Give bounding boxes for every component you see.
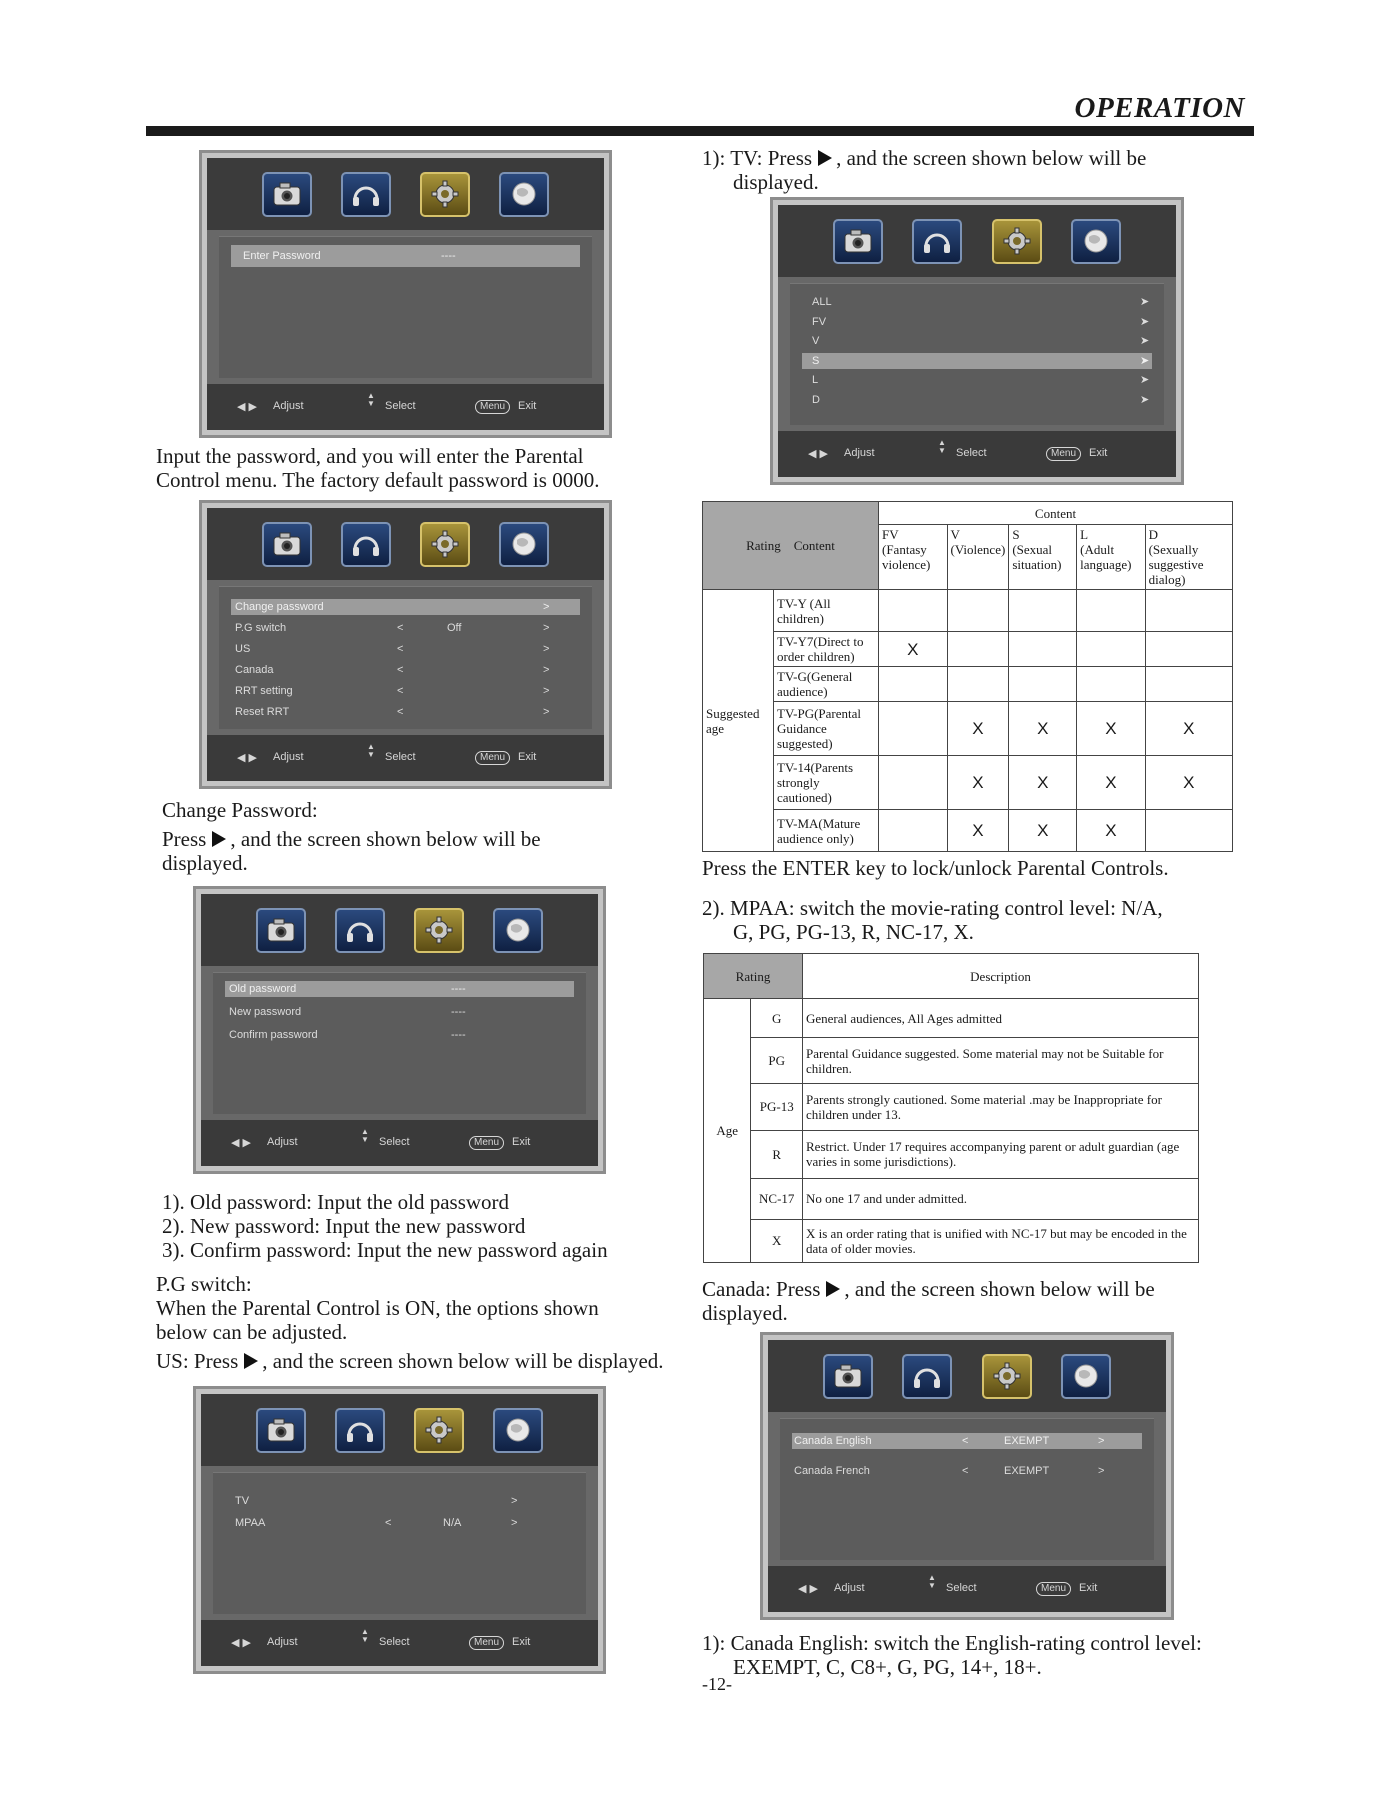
- up-down-arrows-icon: ▲ ▼: [938, 438, 946, 455]
- rating-header: Rating: [704, 954, 803, 999]
- rating-description: Parents strongly cautioned. Some material .may be Inappropriate for children under 13.: [803, 1083, 1199, 1130]
- tv-item-label: S: [812, 354, 820, 367]
- globe-icon: [1069, 1361, 1103, 1391]
- camera-icon: [841, 226, 875, 256]
- menu-footer: [768, 1566, 1166, 1612]
- rating-mark: [1009, 632, 1077, 667]
- up-down-arrows-icon: ▲ ▼: [367, 742, 375, 759]
- rating-name: TV-Y7(Direct to order children): [774, 632, 879, 667]
- right-chevron-icon: >: [543, 622, 550, 634]
- tv-menu-item[interactable]: [802, 314, 1152, 330]
- rating-mark: [1145, 632, 1232, 667]
- table-row: [704, 1131, 1199, 1178]
- left-right-arrows-icon: ◀ ▶: [798, 1583, 818, 1595]
- input-password-text: Input the password, and you will enter the Parental Control menu. The factory default password is 0000.: [156, 444, 600, 492]
- left-chevron-icon: <: [397, 685, 404, 697]
- rating-code: NC-17: [751, 1178, 803, 1219]
- right-arrow-icon: [212, 831, 226, 847]
- menu-item-label: Canada: [235, 664, 274, 676]
- right-arrow-icon: [244, 1353, 258, 1369]
- table-row: [704, 1038, 1199, 1083]
- menu-icon-bar: [201, 894, 598, 966]
- right-arrow-icon: ➤: [1140, 354, 1150, 367]
- right-arrow-icon: ➤: [1140, 315, 1150, 328]
- menu-panel-parental: [199, 500, 612, 789]
- menu-panel-us: [193, 1386, 606, 1674]
- right-chevron-icon: >: [543, 664, 550, 676]
- parental-menu-item[interactable]: [231, 662, 580, 678]
- gear-icon: [428, 529, 462, 559]
- content-column-header: L (Adult language): [1077, 525, 1145, 590]
- menu-icon-bar: [207, 158, 604, 230]
- menu-icon-bar: [768, 1340, 1166, 1412]
- right-arrow-icon: ➤: [1140, 335, 1150, 347]
- rating-mark: [879, 702, 948, 756]
- menu-key-badge: Menu: [469, 1636, 504, 1650]
- globe-icon: [507, 179, 541, 209]
- gear-icon: [428, 179, 462, 209]
- content-column-header: FV (Fantasy violence): [879, 525, 948, 590]
- tv-instruction: 1): TV: Press , and the screen shown below will be displayed.: [702, 146, 1147, 194]
- globe-icon: [507, 529, 541, 559]
- menu-tab-camera[interactable]: [262, 522, 312, 567]
- adjust-hint: Adjust: [273, 751, 304, 763]
- pg-switch-text: P.G switch: When the Parental Control is ON, the options shown below can be adjusted.: [156, 1272, 599, 1344]
- left-chevron-icon: <: [962, 1465, 969, 1477]
- tv-rating-table: [702, 501, 1233, 852]
- rating-mark: [1145, 810, 1232, 852]
- mpaa-text: 2). MPAA: switch the movie-rating control level: N/A, G, PG, PG-13, R, NC-17, X.: [702, 896, 1163, 944]
- password-field-row[interactable]: [225, 1027, 574, 1043]
- rating-mark: X: [1077, 756, 1145, 810]
- up-down-arrows-icon: ▲ ▼: [361, 1127, 369, 1144]
- us-instruction: US: Press , and the screen shown below will be displayed.: [156, 1349, 664, 1373]
- menu-panel-tv: [770, 197, 1184, 485]
- password-field-label: Confirm password: [229, 1029, 318, 1041]
- parental-menu-item[interactable]: [231, 641, 580, 657]
- menu-tab-camera[interactable]: [262, 172, 312, 217]
- content-column-header: S (Sexual situation): [1009, 525, 1077, 590]
- rating-mark: [1077, 667, 1145, 702]
- content-column-header: V (Violence): [947, 525, 1009, 590]
- right-chevron-icon: >: [1098, 1465, 1105, 1477]
- right-arrow-icon: ➤: [1140, 296, 1150, 308]
- password-field-value: ----: [451, 1029, 466, 1041]
- rating-name: TV-14(Parents strongly cautioned): [774, 756, 879, 810]
- menu-icon-bar: [207, 508, 604, 580]
- rating-mark: X: [947, 702, 1009, 756]
- rating-mark: X: [879, 632, 948, 667]
- menu-exit-hint: Menu Exit: [1046, 447, 1107, 461]
- menu-tab-globe[interactable]: [1071, 219, 1121, 264]
- menu-key-badge: Menu: [469, 1136, 504, 1150]
- rating-description: No one 17 and under admitted.: [803, 1178, 1199, 1219]
- menu-tab-headphones[interactable]: [341, 172, 391, 217]
- tv-item-label: L: [812, 374, 819, 386]
- menu-exit-hint: Menu Exit: [1036, 1582, 1097, 1596]
- rating-code: X: [751, 1219, 803, 1262]
- menu-panel-change-password: [193, 886, 606, 1174]
- headphones-icon: [343, 1415, 377, 1445]
- table-corner: Rating Content: [703, 502, 879, 590]
- rating-mark: X: [1145, 702, 1232, 756]
- parental-menu-item[interactable]: [231, 704, 580, 720]
- rating-mark: X: [1077, 702, 1145, 756]
- headphones-icon: [343, 915, 377, 945]
- menu-icon-bar: [778, 205, 1176, 277]
- menu-tab-globe[interactable]: [493, 908, 543, 953]
- rating-name: TV-PG(Parental Guidance suggested): [774, 702, 879, 756]
- right-arrow-icon: ➤: [1140, 374, 1150, 386]
- rating-mark: [879, 667, 948, 702]
- menu-tab-gear[interactable]: [414, 908, 464, 953]
- globe-icon: [501, 915, 535, 945]
- rating-mark: [1077, 632, 1145, 667]
- headphones-icon: [349, 529, 383, 559]
- select-hint: Select: [379, 1636, 410, 1648]
- menu-tab-gear[interactable]: [420, 522, 470, 567]
- left-chevron-icon: <: [397, 622, 404, 634]
- rating-mark: X: [947, 756, 1009, 810]
- menu-tab-gear[interactable]: [414, 1408, 464, 1453]
- us-menu-item[interactable]: [225, 1515, 574, 1531]
- password-row[interactable]: Enter Password ----: [231, 245, 580, 267]
- us-item-label: MPAA: [235, 1517, 266, 1529]
- menu-key-badge: Menu: [1036, 1582, 1071, 1596]
- change-password-text: Change Password:: [162, 798, 318, 822]
- up-down-arrows-icon: ▲ ▼: [361, 1627, 369, 1644]
- password-field-row[interactable]: [225, 1004, 574, 1020]
- canada-menu-item[interactable]: [792, 1463, 1142, 1479]
- select-hint: Select: [385, 751, 416, 763]
- table-row: [703, 590, 1233, 632]
- adjust-hint: Adjust: [834, 1582, 865, 1594]
- rating-description: X is an order rating that is unified with NC-17 but may be encoded in the data of older movies.: [803, 1219, 1199, 1262]
- canada-item-value: EXEMPT: [1004, 1465, 1050, 1477]
- rating-mark: [947, 667, 1009, 702]
- tv-item-label: FV: [812, 315, 827, 328]
- menu-exit-hint: Menu Exit: [469, 1636, 530, 1650]
- tv-menu-item[interactable]: [802, 372, 1152, 388]
- globe-icon: [501, 1415, 535, 1445]
- right-chevron-icon: >: [543, 643, 550, 655]
- page-header-title: OPERATION: [1074, 92, 1245, 124]
- menu-tab-headphones[interactable]: [335, 908, 385, 953]
- us-menu-item[interactable]: [225, 1493, 574, 1509]
- menu-key-badge: Menu: [1046, 447, 1081, 461]
- rating-description: General audiences, All Ages admitted: [803, 999, 1199, 1038]
- rating-description: Restrict. Under 17 requires accompanying parent or adult guardian (age varies in some jurisdictions).: [803, 1131, 1199, 1178]
- canada-item-label: Canada English: [794, 1435, 872, 1447]
- tv-menu-item[interactable]: [802, 353, 1152, 369]
- rating-mark: X: [1145, 756, 1232, 810]
- rating-mark: X: [1009, 810, 1077, 852]
- up-down-arrows-icon: ▲ ▼: [928, 1573, 936, 1590]
- parental-menu-item[interactable]: [231, 683, 580, 699]
- adjust-hint: Adjust: [844, 447, 875, 459]
- adjust-hint: Adjust: [273, 400, 304, 412]
- menu-tab-globe[interactable]: [1061, 1354, 1111, 1399]
- table-row: [703, 810, 1233, 852]
- right-arrow-icon: [818, 150, 832, 166]
- canada-english-text: 1): Canada English: switch the English-rating control level: EXEMPT, C, C8+, G, PG, 14+, 18+.: [702, 1631, 1202, 1679]
- rating-mark: [1145, 590, 1232, 632]
- enter-key-text: Press the ENTER key to lock/unlock Parental Controls.: [702, 856, 1169, 880]
- menu-tab-headphones[interactable]: [902, 1354, 952, 1399]
- menu-tab-globe[interactable]: [493, 1408, 543, 1453]
- menu-key-badge: Menu: [475, 400, 510, 414]
- rating-mark: [1077, 590, 1145, 632]
- gear-icon: [990, 1361, 1024, 1391]
- right-chevron-icon: >: [543, 685, 550, 697]
- menu-item-value: Off: [447, 622, 462, 634]
- headphones-icon: [910, 1361, 944, 1391]
- group-label: Age: [704, 999, 751, 1263]
- rating-mark: [947, 590, 1009, 632]
- headphones-icon: [349, 179, 383, 209]
- select-hint: Select: [956, 447, 987, 459]
- menu-tab-gear[interactable]: [992, 219, 1042, 264]
- tv-menu-item[interactable]: [802, 392, 1152, 408]
- menu-item-label: Change password: [235, 601, 324, 613]
- rating-name: TV-MA(Mature audience only): [774, 810, 879, 852]
- menu-tab-camera[interactable]: [833, 219, 883, 264]
- password-field-row[interactable]: [225, 981, 574, 997]
- change-password-instruction: Press , and the screen shown below will be displayed.: [162, 827, 541, 875]
- table-row: [704, 999, 1199, 1038]
- left-chevron-icon: <: [397, 664, 404, 676]
- menu-footer: [778, 431, 1176, 477]
- mpaa-rating-table: [703, 953, 1199, 1263]
- menu-tab-camera[interactable]: [256, 1408, 306, 1453]
- rating-code: G: [751, 999, 803, 1038]
- menu-footer: [207, 384, 604, 430]
- group-label: Suggested age: [703, 590, 774, 852]
- select-hint: Select: [379, 1136, 410, 1148]
- rating-mark: [1145, 667, 1232, 702]
- rating-description: Parental Guidance suggested. Some material may not be Suitable for children.: [803, 1038, 1199, 1083]
- menu-tab-globe[interactable]: [499, 522, 549, 567]
- canada-menu-item[interactable]: [792, 1433, 1142, 1449]
- rating-mark: X: [1009, 756, 1077, 810]
- table-row: [703, 632, 1233, 667]
- camera-icon: [270, 179, 304, 209]
- menu-exit-hint: Menu Exit: [475, 751, 536, 765]
- tv-item-label: V: [812, 335, 820, 347]
- menu-footer: [201, 1120, 598, 1166]
- password-field-value: ----: [451, 1006, 466, 1018]
- left-chevron-icon: <: [397, 643, 404, 655]
- right-chevron-icon: >: [543, 601, 550, 613]
- headphones-icon: [920, 226, 954, 256]
- menu-icon-bar: [201, 1394, 598, 1466]
- menu-tab-gear[interactable]: [982, 1354, 1032, 1399]
- gear-icon: [1000, 226, 1034, 256]
- menu-exit-hint: Menu Exit: [475, 400, 536, 414]
- menu-item-label: Reset RRT: [235, 706, 290, 718]
- left-chevron-icon: <: [962, 1435, 969, 1447]
- select-hint: Select: [946, 1582, 977, 1594]
- camera-icon: [270, 529, 304, 559]
- tv-menu-item[interactable]: [802, 333, 1152, 349]
- table-row: [704, 1083, 1199, 1130]
- table-row: [703, 667, 1233, 702]
- rating-name: TV-Y (All children): [774, 590, 879, 632]
- rating-mark: [1009, 590, 1077, 632]
- tv-item-label: ALL: [812, 296, 832, 308]
- description-header: Description: [803, 954, 1199, 999]
- menu-item-label: RRT setting: [235, 685, 293, 697]
- menu-item-label: US: [235, 643, 251, 655]
- left-right-arrows-icon: ◀ ▶: [808, 448, 828, 460]
- rating-code: PG-13: [751, 1083, 803, 1130]
- menu-item-label: P.G switch: [235, 622, 287, 634]
- us-item-value: N/A: [443, 1517, 462, 1529]
- right-chevron-icon: >: [543, 706, 550, 718]
- menu-panel-canada: [760, 1332, 1174, 1620]
- us-item-label: TV: [235, 1495, 250, 1507]
- page-number: -12-: [702, 1674, 732, 1694]
- right-arrow-icon: [826, 1281, 840, 1297]
- rating-mark: X: [947, 810, 1009, 852]
- tv-menu-item[interactable]: [802, 294, 1152, 310]
- camera-icon: [264, 915, 298, 945]
- globe-icon: [1079, 226, 1113, 256]
- rating-mark: X: [1009, 702, 1077, 756]
- left-right-arrows-icon: ◀ ▶: [237, 752, 257, 764]
- rating-mark: [947, 632, 1009, 667]
- menu-tab-headphones[interactable]: [912, 219, 962, 264]
- rating-code: PG: [751, 1038, 803, 1083]
- right-arrow-icon: ➤: [1140, 393, 1150, 406]
- canada-item-value: EXEMPT: [1004, 1435, 1050, 1447]
- menu-tab-gear[interactable]: [420, 172, 470, 217]
- password-field-label: Old password: [229, 983, 297, 995]
- camera-icon: [264, 1415, 298, 1445]
- menu-footer: [207, 735, 604, 781]
- menu-tab-globe[interactable]: [499, 172, 549, 217]
- gear-icon: [422, 1415, 456, 1445]
- camera-icon: [831, 1361, 865, 1391]
- menu-panel-enter-password: [199, 150, 612, 438]
- adjust-hint: Adjust: [267, 1136, 298, 1148]
- header-rule: [146, 126, 1254, 136]
- menu-tab-headphones[interactable]: [341, 522, 391, 567]
- password-field-value: ----: [451, 983, 466, 995]
- menu-tab-camera[interactable]: [823, 1354, 873, 1399]
- menu-footer: [201, 1620, 598, 1666]
- menu-key-badge: Menu: [475, 751, 510, 765]
- gear-icon: [422, 915, 456, 945]
- left-right-arrows-icon: ◀ ▶: [231, 1637, 251, 1649]
- right-chevron-icon: >: [1098, 1435, 1105, 1447]
- parental-menu-item[interactable]: [231, 599, 580, 615]
- canada-instruction: Canada: Press , and the screen shown below will be displayed.: [702, 1277, 1155, 1325]
- rating-mark: [879, 810, 948, 852]
- table-row: [704, 1219, 1199, 1262]
- right-chevron-icon: >: [511, 1517, 518, 1529]
- menu-tab-camera[interactable]: [256, 908, 306, 953]
- tv-item-label: D: [812, 393, 820, 406]
- content-column-header: D (Sexually suggestive dialog): [1145, 525, 1232, 590]
- rating-mark: [879, 756, 948, 810]
- right-chevron-icon: >: [511, 1495, 518, 1507]
- password-field-label: New password: [229, 1006, 302, 1018]
- canada-item-label: Canada French: [794, 1465, 870, 1477]
- rating-mark: [1009, 667, 1077, 702]
- left-chevron-icon: <: [397, 706, 404, 718]
- rating-mark: X: [1077, 810, 1145, 852]
- adjust-hint: Adjust: [267, 1636, 298, 1648]
- password-steps: 1). Old password: Input the old password 2). New password: Input the new password 3). Confirm password: Input the new password again: [162, 1190, 608, 1262]
- parental-menu-item[interactable]: [231, 620, 580, 636]
- table-row: [704, 1178, 1199, 1219]
- left-right-arrows-icon: ◀ ▶: [237, 401, 257, 413]
- menu-exit-hint: Menu Exit: [469, 1136, 530, 1150]
- up-down-arrows-icon: ▲ ▼: [367, 391, 375, 408]
- content-header: Content: [879, 502, 1233, 525]
- menu-tab-headphones[interactable]: [335, 1408, 385, 1453]
- left-right-arrows-icon: ◀ ▶: [231, 1137, 251, 1149]
- rating-code: R: [751, 1131, 803, 1178]
- rating-mark: [879, 590, 948, 632]
- table-row: [703, 702, 1233, 756]
- table-row: [703, 756, 1233, 810]
- left-chevron-icon: <: [385, 1517, 392, 1529]
- rating-name: TV-G(General audience): [774, 667, 879, 702]
- select-hint: Select: [385, 400, 416, 412]
